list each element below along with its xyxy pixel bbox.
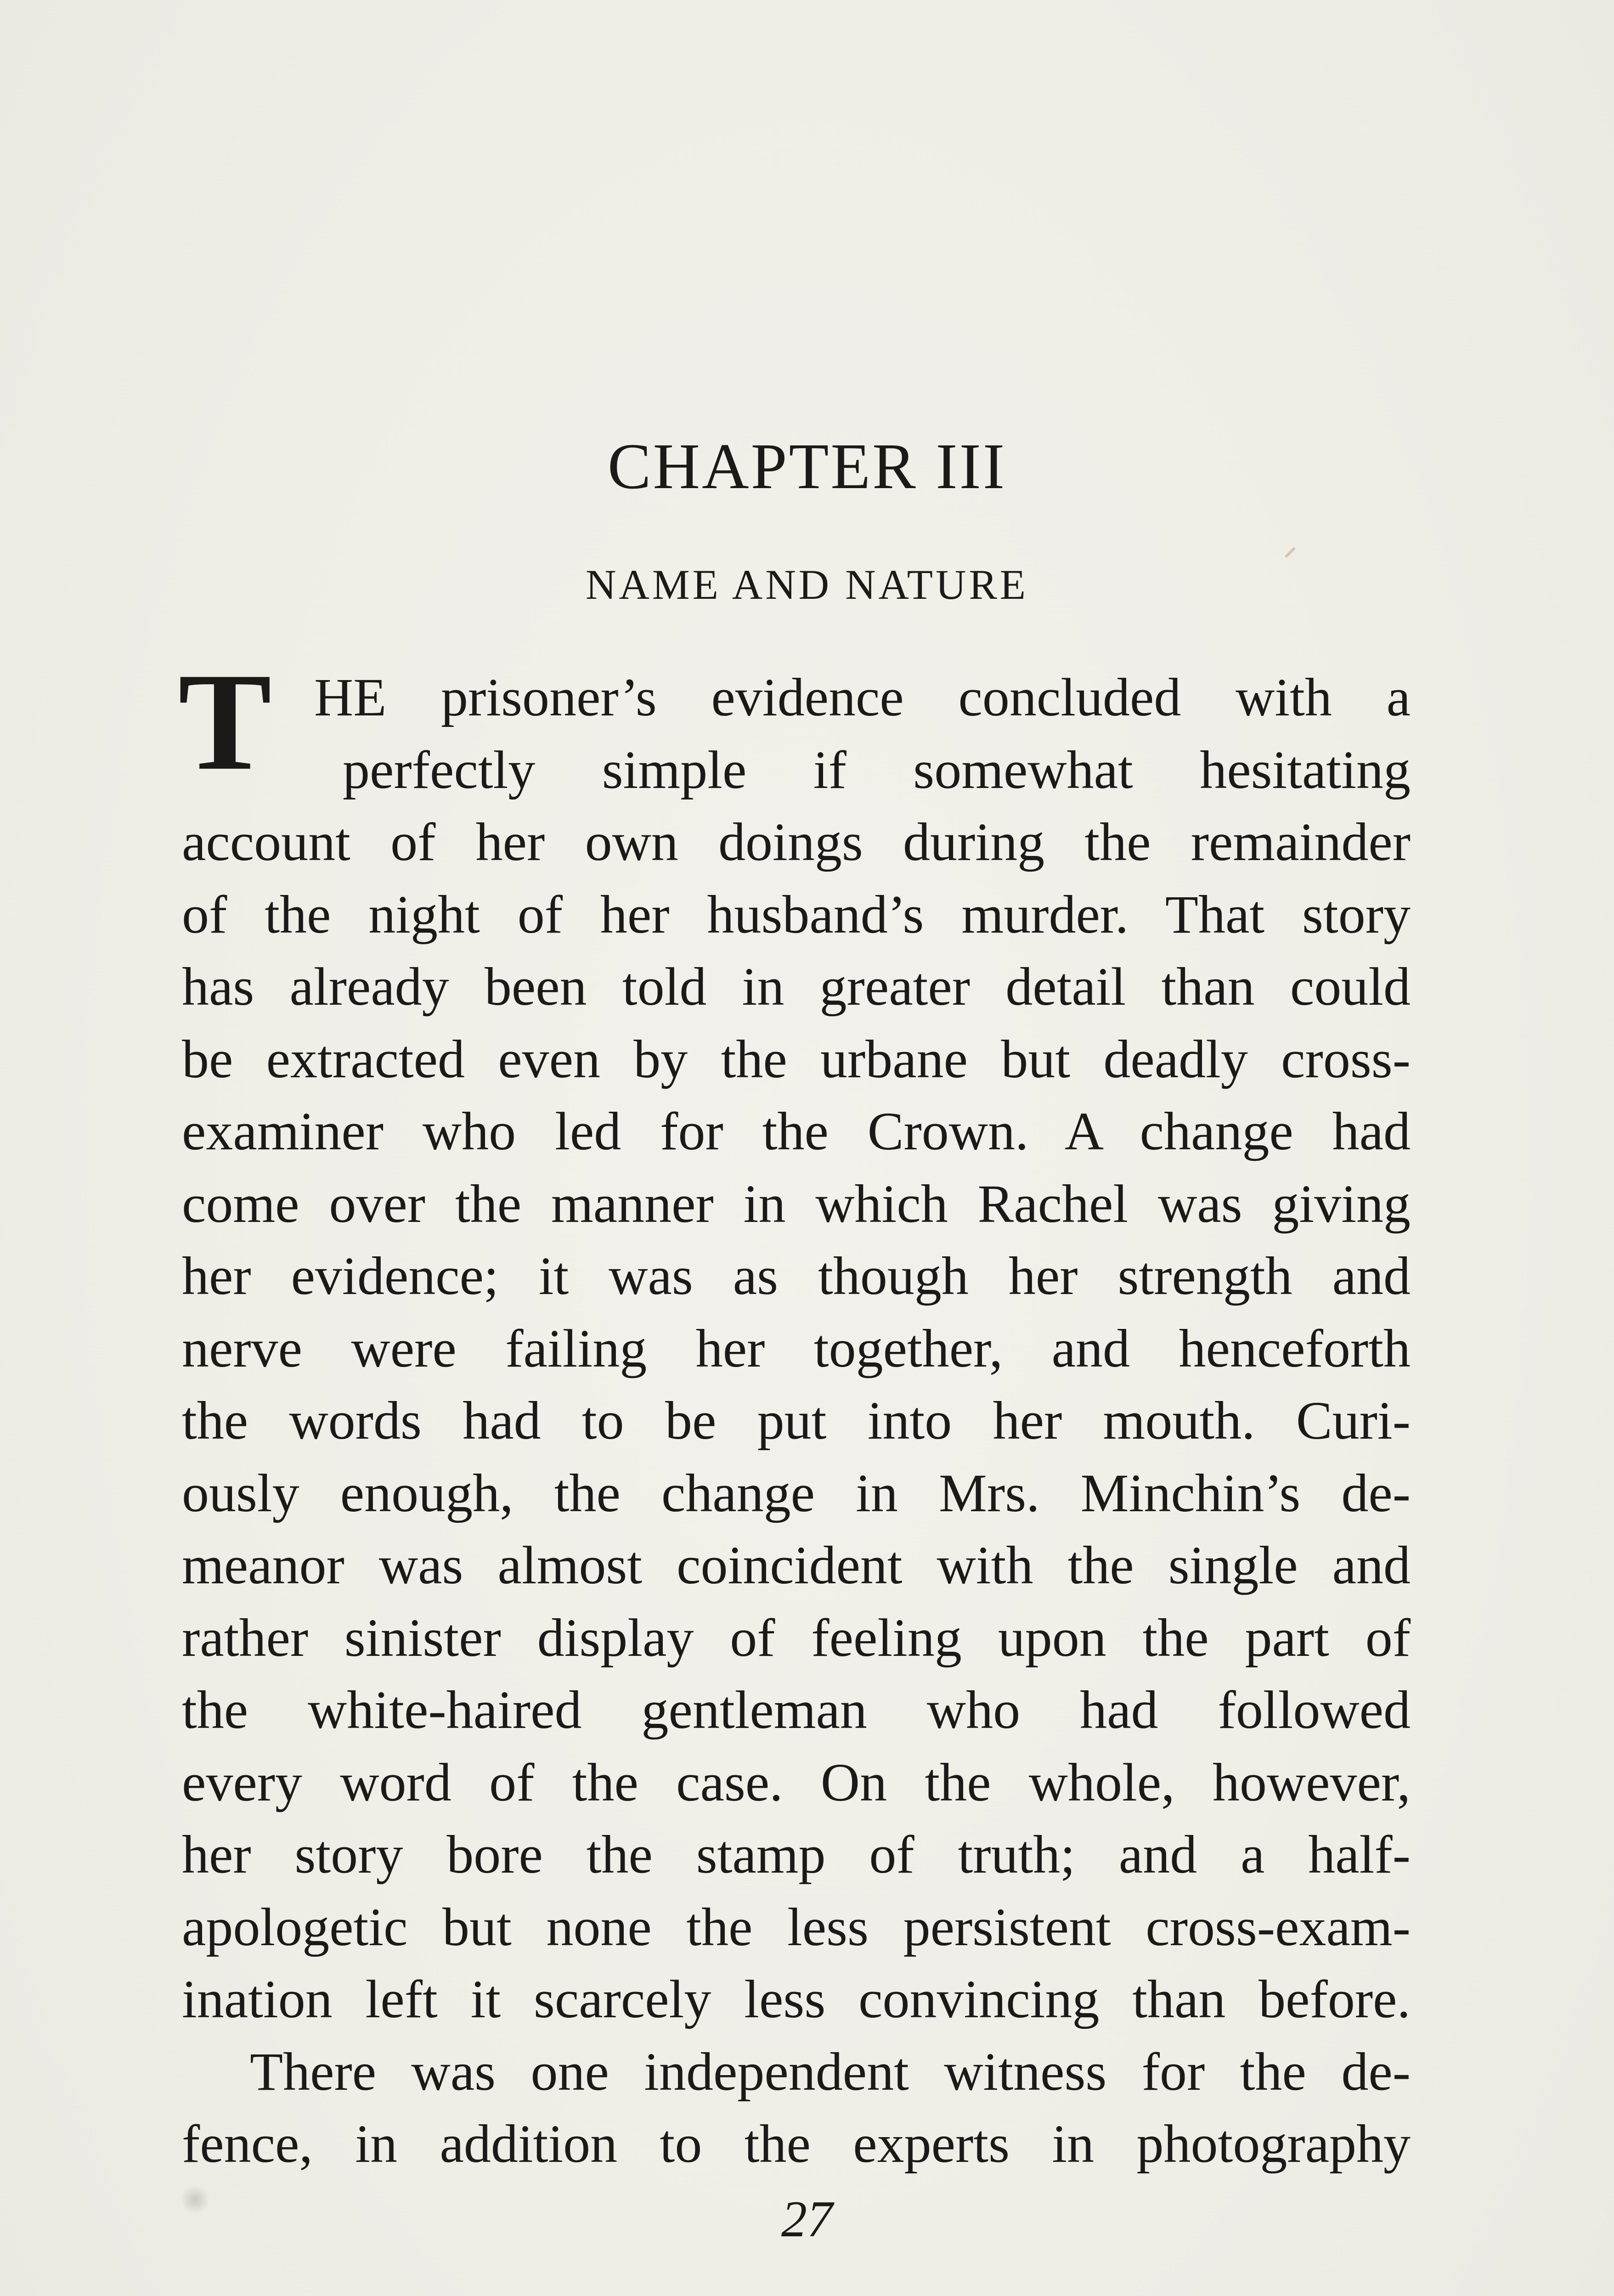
text-line: of the night of her husband’s murder. That story <box>182 884 1411 945</box>
page-number: 27 <box>781 2191 833 2248</box>
paper-speck <box>1285 547 1296 558</box>
drop-cap: T <box>178 644 272 799</box>
text-line: perfectly simple if somewhat hesitating <box>343 739 1411 800</box>
text-line: rather sinister display of feeling upon the part of <box>182 1607 1411 1668</box>
text-line: be extracted even by the urbane but deadly cross- <box>182 1029 1411 1089</box>
text-line: her story bore the stamp of truth; and a half- <box>182 1824 1411 1885</box>
text-line: the words had to be put into her mouth. Curi- <box>182 1390 1411 1451</box>
text-line: meanor was almost coincident with the single and <box>182 1535 1411 1595</box>
text-line: every word of the case. On the whole, however, <box>182 1752 1411 1812</box>
text-line: her evidence; it was as though her strength and <box>182 1246 1411 1306</box>
text-line: ination left it scarcely less convincing than before. <box>182 1969 1411 2029</box>
text-line: There was one independent witness for the de- <box>250 2041 1411 2102</box>
text-line: nerve were failing her together, and henceforth <box>182 1318 1411 1379</box>
chapter-title: CHAPTER III <box>607 430 1007 502</box>
text-line: ously enough, the change in Mrs. Minchin’s de- <box>182 1463 1411 1523</box>
body-text <box>178 644 1411 2180</box>
text-line: come over the manner in which Rachel was giving <box>182 1173 1411 1234</box>
text-line: apologetic but none the less persistent cross-exam- <box>182 1896 1411 1957</box>
text-line: account of her own doings during the remainder <box>182 812 1411 872</box>
chapter-subtitle: NAME AND NATURE <box>586 561 1028 608</box>
text-line: the white-haired gentleman who had followed <box>182 1680 1411 1740</box>
text-line: fence, in addition to the experts in photography <box>182 2114 1411 2174</box>
text-line: examiner who led for the Crown. A change had <box>182 1101 1411 1161</box>
text-line: has already been told in greater detail than could <box>182 957 1411 1017</box>
text-line-content: HE prisoner’s evidence concluded with a <box>314 667 1411 727</box>
